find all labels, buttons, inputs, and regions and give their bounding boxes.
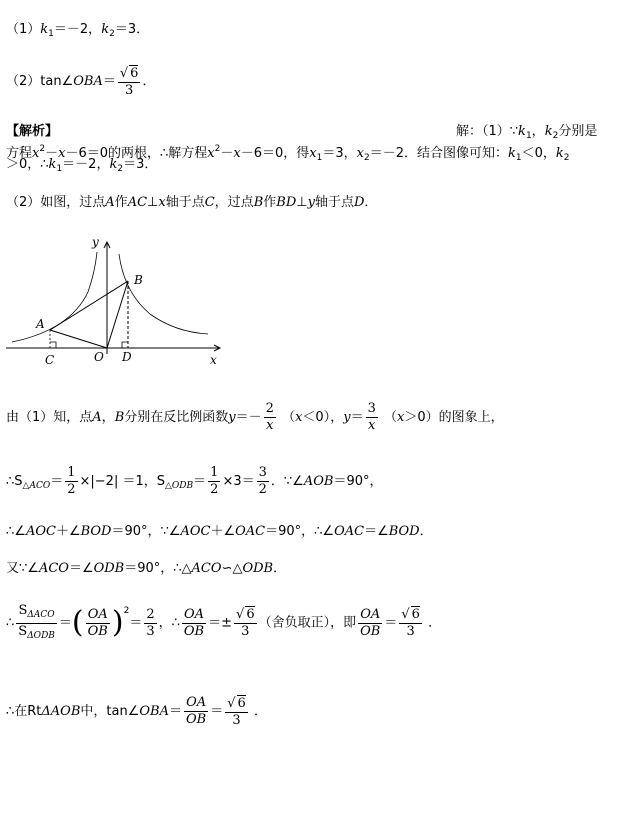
line2-d: －6＝0，得 (240, 146, 310, 161)
step-2: $\therefore S_{\triangle ACO}=$ $\frac{1}{2}$ ×|−2| ＝1，$S_{\triangle ODB}=$ $\frac{1}{2}$ ×3＝ $\frac{3}{2}$ ．∵∠AOB＝90°， (6, 465, 383, 497)
line3-a: ＞0，∴ (6, 157, 49, 172)
line2-c: － (220, 146, 234, 161)
step1-frac-1: $\frac{2}{x}$ (265, 401, 274, 433)
label-x: x (210, 353, 217, 367)
line3-c: ＝3． (123, 157, 158, 172)
line2-a: 方程 (6, 146, 33, 161)
right-angle-C (50, 342, 56, 348)
step-1: 由（1）知，点A，B分别在反比例函数y＝－ $\frac{2}{x}$ （x＜0），y＝ $\frac{3}{x}$ （x＞0）的图象上， (6, 401, 504, 433)
geometry-figure (0, 232, 230, 372)
line2-x2eq: ＝－2．结合图像可知： (369, 146, 508, 161)
label-B: B (134, 273, 143, 287)
line2-eq: － (45, 146, 59, 161)
solution-respectively: 分别是 (558, 124, 598, 139)
step5-s-ratio: $\frac{S_{\Delta ACO}}{S_{\Delta ODB}}$ (18, 602, 55, 641)
answer-2-oba: OBA (73, 74, 103, 89)
solution-start: 解：（1）∵ (456, 124, 519, 139)
answer-1-prefix: （1） (6, 22, 41, 37)
answer-2-sqrt: 6 (130, 65, 139, 81)
answer-2-prefix: （2） (6, 74, 41, 89)
analysis-line-2: 方程$x^2-x-6=0$的两根，∴解方程$x^2-x-6=0$，得$x_1=3$，$x_2=-2$．结合图像可知：$k_1<0$，$k_2$ (6, 144, 570, 163)
answer-2-den: 3 (125, 82, 134, 98)
step1-frac-2: $\frac{3}{x}$ (367, 401, 376, 433)
step-4: 又∵∠ACO＝∠ODB＝90°，∴△ACO∽△ODB． (6, 561, 287, 576)
segment-AO (50, 330, 107, 348)
curve-right (119, 254, 208, 334)
step-3: ∴∠AOC＋∠BOD＝90°，∵∠AOC＋∠OAC＝90°，∴∠OAC＝∠BOD． (6, 524, 433, 539)
solution-comma: ， (531, 124, 545, 139)
analysis-solution-start: 解：$(1)\because k_1$，$k_2$分别是 (456, 124, 598, 141)
k2-var: k (101, 22, 110, 37)
line2-b: －6＝0的两根，∴解方程 (65, 146, 208, 161)
curve-left (12, 252, 97, 342)
step-5: ∴ $\frac{S_{\Delta ACO}}{S_{\Delta ODB}}$ ＝( $\frac{OA}{OB}$ )$^2$＝ $\frac{2}{3}$ ，∴ $\frac{OA}{OB}$ ＝± $\frac{√ 6}{3}$ （舍负取正），即 $\frac{OA}{OB}$ ＝ $\frac{√ 6}{3}$ ． (6, 601, 441, 647)
answer-1-eq2: ＝3． (114, 22, 150, 37)
line2-lt0: ＜0， (521, 146, 556, 161)
part2-intro: （2）如图，过点A作AC⊥x轴于点C，过点B作BD⊥y轴于点D． (6, 195, 378, 210)
label-D: D (122, 350, 132, 364)
solution-k1: k (518, 124, 526, 139)
step-6: ∴在RtΔAOB中，tan∠OBA＝ $\frac{OA}{OB}$ ＝ $\frac{√ 6}{3}$ ． (6, 695, 267, 728)
solution-k2: k (544, 124, 553, 139)
answer-1 (6, 22, 149, 42)
k1-var: k (40, 22, 49, 37)
answer-2-tan: tan∠ (40, 74, 74, 89)
label-A: A (36, 317, 45, 331)
k1-sub: 1 (48, 29, 54, 39)
line2-x1eq: ＝3， (322, 146, 357, 161)
answer-2 (6, 62, 155, 102)
answer-1-eq1: ＝－2， (53, 22, 102, 37)
analysis-title: 【解析】 (6, 124, 59, 139)
answer-2-fraction: $\frac{√ 6}{3}$ (119, 65, 139, 98)
k2-sub: 2 (109, 29, 115, 39)
analysis-line-3: ＞0，$\therefore k_1=-2$，$k_2=3$． (6, 157, 158, 174)
label-O: O (94, 350, 104, 364)
label-C: C (45, 353, 55, 367)
right-angle-D (122, 342, 128, 348)
label-y: y (92, 235, 99, 249)
answer-2-eq: ＝ (102, 74, 116, 89)
segment-OB (107, 281, 128, 348)
line3-b: ＝－2， (62, 157, 110, 172)
answer-2-end: ． (142, 74, 156, 89)
